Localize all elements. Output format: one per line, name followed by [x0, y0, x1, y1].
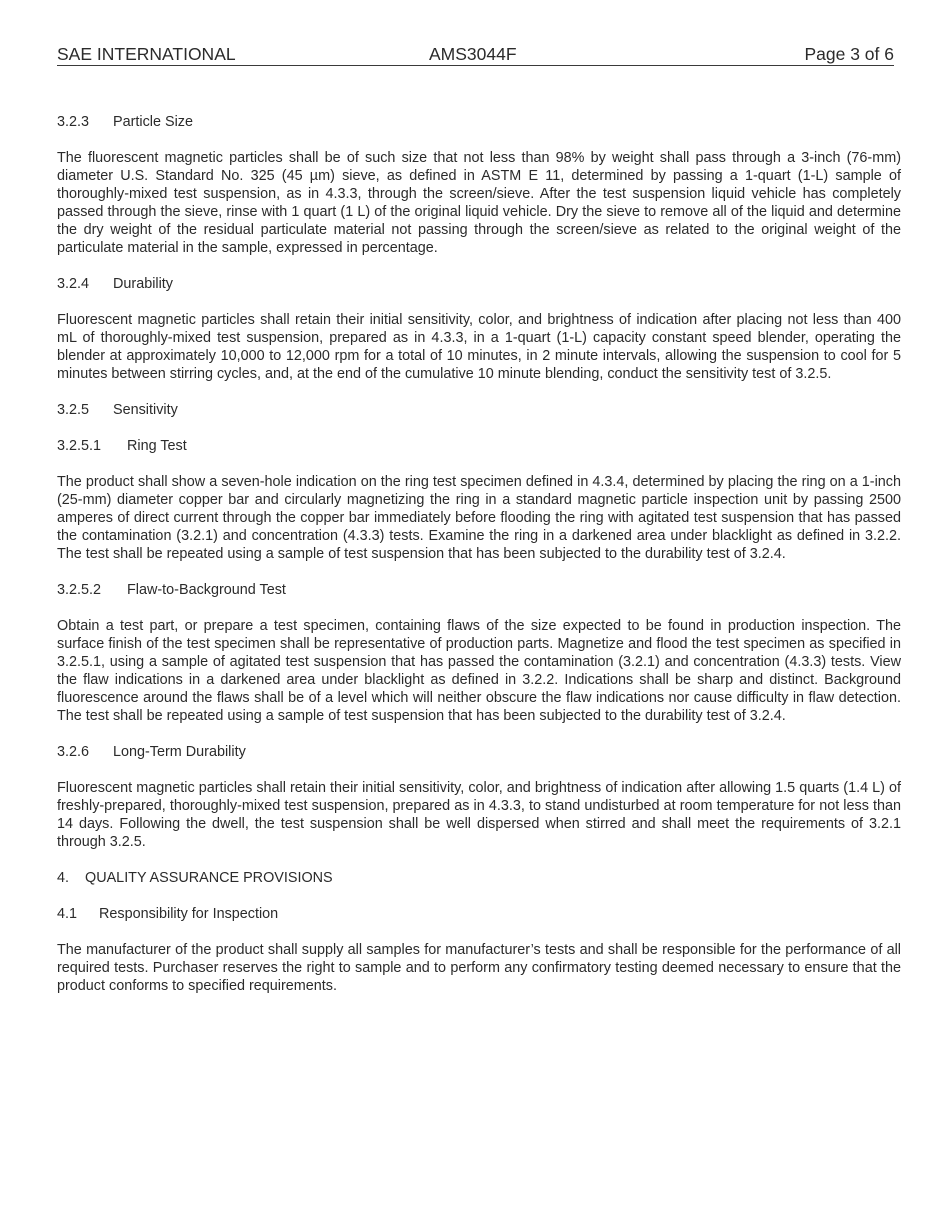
- section-number: 3.2.5.2: [57, 582, 102, 598]
- section-number: 3.2.6: [57, 744, 90, 760]
- section-number: 3.2.5: [57, 402, 90, 418]
- section-heading-4: [57, 869, 901, 887]
- section-number: 4.: [57, 870, 70, 886]
- section-paragraph-3-2-6: Fluorescent magnetic particles shall retain their initial sensitivity, color, and brightness of indication after allowing 1.5 quarts (1.4 L) of freshly-prepared, thoroughly-mixed test suspension, prepared as in 4.3.3, to stand undisturbed at room temperature for not less than 14 days. Following the dwell, the test suspension shall be well dispersed when stirred and shall meet the requirements of 3.2.1 through 3.2.5.: [57, 780, 901, 850]
- section-heading-3-2-4: [57, 275, 901, 293]
- section-paragraph-3-2-5-1: The product shall show a seven-hole indication on the ring test specimen defined in 4.3.4, determined by placing the ring on a 1-inch (25-mm) diameter copper bar and circularly magnetizing the ring in a standard magnetic particle inspection unit by passing 2500 amperes of direct current through the copper bar immediately before flooding the ring with agitated test suspension that has passed the contamination (3.2.1) and concentration (4.3.3) tests. Examine the ring in a darkened area under blacklight as defined in 3.2.2. The test shall be repeated using a sample of test suspension that has been subjected to the durability test of 3.2.4.: [57, 474, 901, 562]
- section-paragraph-3-2-5-2: Obtain a test part, or prepare a test specimen, containing flaws of the size expected to be found in production inspection. The surface finish of the test specimen shall be representative of production parts. Magnetize and flood the test specimen as specified in 3.2.5.1, using a sample of agitated test suspension that has passed the contamination (3.2.1) and concentration (4.3.3) tests. View the flaw indications in a darkened area under blacklight as defined in 3.2.2. Indications shall be sharp and distinct. Background fluorescence around the flaws shall be of a level which will neither obscure the flaw indications nor cause difficulty in flaw detection. The test shall be repeated using a sample of test suspension that has been subjected to the durability test of 3.2.4.: [57, 618, 901, 724]
- section-heading-3-2-5: [57, 401, 901, 419]
- section-title: QUALITY ASSURANCE PROVISIONS: [85, 870, 333, 886]
- section-heading-3-2-5-1: [57, 437, 901, 455]
- section-number: 4.1: [57, 906, 78, 922]
- section-paragraph-3-2-3: The fluorescent magnetic particles shall be of such size that not less than 98% by weight shall pass through a 3-inch (76-mm) diameter U.S. Standard No. 325 (45 µm) sieve, as defined in ASTM E 11, determined by passing a 1-quart (1-L) sample of thoroughly-mixed test suspension, as in 4.3.3, through the screen/sieve. After the test suspension liquid vehicle has completely passed through the sieve, rinse with 1 quart (1 L) of the original liquid vehicle. Dry the sieve to remove all of the liquid and determine the dry weight of the residual particulate material not passing through the screen/sieve as related to the original weight of the particulate material in the sample, expressed in percentage.: [57, 150, 901, 256]
- header-doc-id: AMS3044F: [429, 44, 517, 64]
- document-body: [57, 113, 901, 995]
- page-header: [57, 44, 894, 66]
- header-page-number: Page 3 of 6: [804, 44, 894, 64]
- section-heading-3-2-5-2: [57, 581, 901, 599]
- section-heading-3-2-3: [57, 113, 901, 131]
- header-org: SAE INTERNATIONAL: [57, 44, 236, 64]
- section-title: Responsibility for Inspection: [99, 906, 279, 922]
- section-title: Ring Test: [127, 438, 187, 454]
- section-heading-3-2-6: [57, 743, 901, 761]
- section-title: Long-Term Durability: [113, 744, 246, 760]
- section-title: Flaw-to-Background Test: [127, 582, 286, 598]
- section-number: 3.2.4: [57, 276, 90, 292]
- section-heading-4-1: [57, 905, 901, 923]
- section-paragraph-3-2-4: Fluorescent magnetic particles shall retain their initial sensitivity, color, and brightness of indication after placing not less than 400 mL of thoroughly-mixed test suspension, prepared as in 4.3.3, in a 1-quart (1-L) capacity constant speed blender, operating the blender at approximately 10,000 to 12,000 rpm for a total of 10 minutes, in 2 minute intervals, allowing the suspension to cool for 5 minutes between stirring cycles, and, at the end of the cumulative 10 minute blending, conduct the sensitivity test of 3.2.5.: [57, 312, 901, 382]
- section-title: Sensitivity: [113, 402, 178, 418]
- section-number: 3.2.3: [57, 114, 90, 130]
- section-title: Particle Size: [113, 114, 193, 130]
- section-paragraph-4-1: The manufacturer of the product shall supply all samples for manufacturer’s tests and shall be responsible for the performance of all required tests. Purchaser reserves the right to sample and to perform any confirmatory testing deemed necessary to ensure that the product conforms to specified requirements.: [57, 942, 901, 994]
- section-title: Durability: [113, 276, 173, 292]
- section-number: 3.2.5.1: [57, 438, 102, 454]
